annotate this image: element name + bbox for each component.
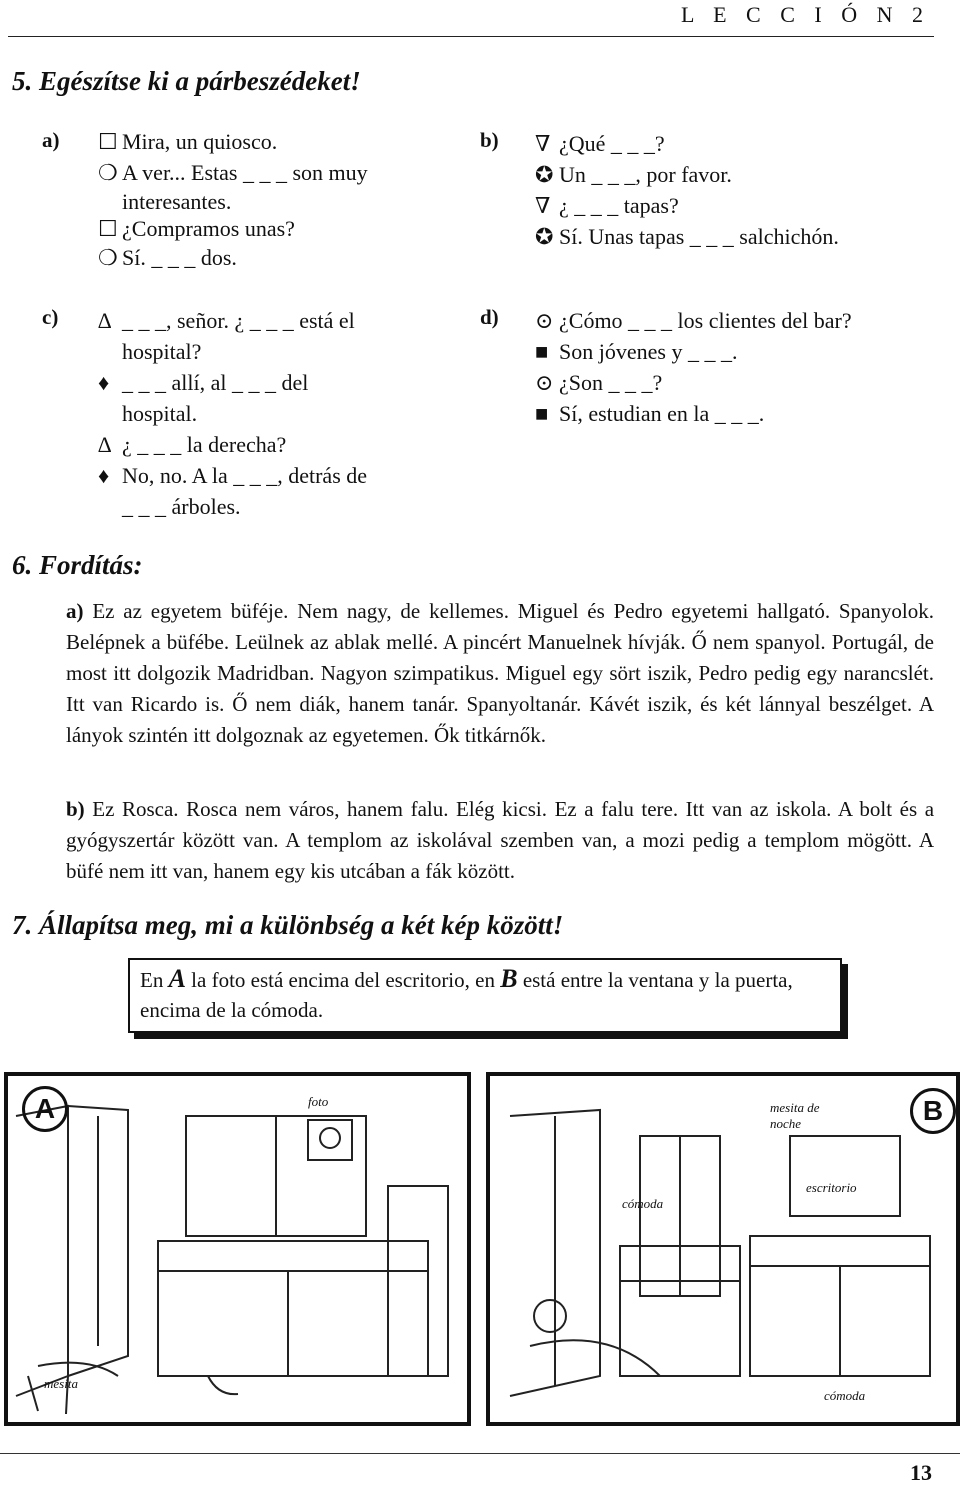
delta-icon: ∆: [98, 308, 112, 333]
section-6-title: 6. Fordítás:: [12, 550, 143, 580]
nabla-icon: ∇: [535, 193, 551, 218]
diamond-icon: ♦: [98, 463, 110, 488]
lesson-header: L E C C I Ó N 2: [680, 2, 930, 27]
dialog-line: ∆ _ _ _, señor. ¿ _ _ _ está el: [98, 305, 367, 336]
dialog-a: [98, 126, 368, 273]
dialog-line: ✪ Sí. Unas tapas _ _ _ salchichón.: [535, 221, 839, 252]
picture-a-label: A: [22, 1086, 68, 1132]
diamond-icon: ♦: [98, 370, 110, 395]
square-icon: ☐: [98, 129, 118, 154]
dialog-line: ♦ No, no. A la _ _ _, detrás de: [98, 460, 367, 491]
dialog-line: ☐ ¿Compramos unas?: [98, 216, 295, 241]
dialog-line: ■ Sí, estudian en la _ _ _.: [535, 398, 852, 429]
translation-a-label: a): [66, 599, 84, 623]
room-drawing-a: [8, 1076, 467, 1422]
target-icon: ⊙: [535, 308, 554, 333]
tag-mesita: mesita: [44, 1376, 78, 1391]
square-icon: ☐: [98, 216, 118, 241]
square-filled-icon: ■: [535, 401, 549, 426]
translation-b: [66, 794, 934, 887]
translation-a: [66, 596, 934, 751]
dialog-line: interesantes.: [122, 189, 232, 214]
square-filled-icon: ■: [535, 339, 549, 364]
dialog-line: ✪ Un _ _ _, por favor.: [535, 159, 839, 190]
dialog-line: ∇ ¿Qué _ _ _?: [535, 128, 839, 159]
dialog-line: ⊙ ¿Cómo _ _ _ los clientes del bar?: [535, 305, 852, 336]
tag-escritorio: escritorio: [806, 1180, 857, 1195]
example-box: En A la foto está encima del escritorio, en B está entre la ventana y la puerta, encima de la cómoda.: [128, 958, 842, 1033]
delta-icon: ∆: [98, 432, 112, 457]
dialog-d: [535, 305, 852, 429]
tag-comoda-bottom: cómoda: [824, 1388, 866, 1403]
header-rule: [8, 36, 934, 37]
dialog-line: hospital?: [122, 339, 202, 364]
dialog-b: [535, 128, 839, 252]
dialog-line: ☐ Mira, un quiosco.: [98, 126, 368, 157]
dialog-c-label: c): [42, 305, 59, 329]
picture-b: [486, 1072, 960, 1426]
picture-a: [4, 1072, 471, 1426]
tag-comoda-top: cómoda: [622, 1196, 664, 1211]
dialog-line: ♦ _ _ _ allí, al _ _ _ del: [98, 367, 367, 398]
room-drawing-b: [490, 1076, 956, 1422]
dialog-line: ∆ ¿ _ _ _ la derecha?: [98, 429, 367, 460]
dialog-line: ∇ ¿ _ _ _ tapas?: [535, 190, 839, 221]
dialog-line: hospital.: [122, 401, 198, 426]
translation-b-label: b): [66, 797, 85, 821]
circle-icon: ❍: [98, 245, 118, 270]
translation-a-text: Ez az egyetem büféje. Nem nagy, de kellemes. Miguel és Pedro egyetemi hallgató. Spanyolok. Belépnek a büfébe. Leülnek az ablak mellé. A pincért Manuelnek hívják. Ő nem spanyol. Portugál, de most itt dolgozik Madridban. Nagyon szimpatikus. Miguel egy sört iszik, Pedro pedig egy narancslét. Itt van Ricardo is. Ő nem diák, hanem tanár. Spanyoltanár. Kávét iszik, és két lánnyal beszélget. A lányok szintén itt dolgoznak az egyetemen. Ők titkárnők.: [66, 599, 934, 747]
page-number: 13: [910, 1460, 932, 1485]
section-5-title: 5. Egészítse ki a párbeszédeket!: [12, 66, 361, 96]
tag-foto: foto: [308, 1094, 329, 1109]
picture-b-label: B: [910, 1088, 956, 1134]
dialog-line: ■ Son jóvenes y _ _ _.: [535, 336, 852, 367]
dialog-a-label: a): [42, 128, 60, 152]
nabla-icon: ∇: [535, 131, 551, 156]
target-icon: ⊙: [535, 370, 554, 395]
star-circle-icon: ✪: [535, 162, 554, 187]
footer-rule: [0, 1453, 960, 1454]
dialog-b-label: b): [480, 128, 499, 152]
star-circle-icon: ✪: [535, 224, 554, 249]
dialog-line: _ _ _ árboles.: [122, 494, 241, 519]
dialog-c: [98, 305, 367, 522]
dialog-line: ❍ A ver... Estas _ _ _ son muy: [98, 157, 368, 188]
tag-mesita-de-noche: mesita de noche: [770, 1100, 820, 1131]
section-7-title: 7. Állapítsa meg, mi a különbség a két kép között!: [12, 910, 564, 940]
dialog-line: ⊙ ¿Son _ _ _?: [535, 367, 852, 398]
circle-icon: ❍: [98, 160, 118, 185]
translation-b-text: Ez Rosca. Rosca nem város, hanem falu. Elég kicsi. Ez a falu tere. Itt van az iskola. A bolt és a gyógyszertár között van. A templom az iskolával szemben van, a mozi pedig a templom mögött. A büfé nem itt van, hanem egy kis utcában a fák között.: [66, 797, 935, 883]
dialog-d-label: d): [480, 305, 499, 329]
dialog-line: ❍ Sí. _ _ _ dos.: [98, 242, 368, 273]
